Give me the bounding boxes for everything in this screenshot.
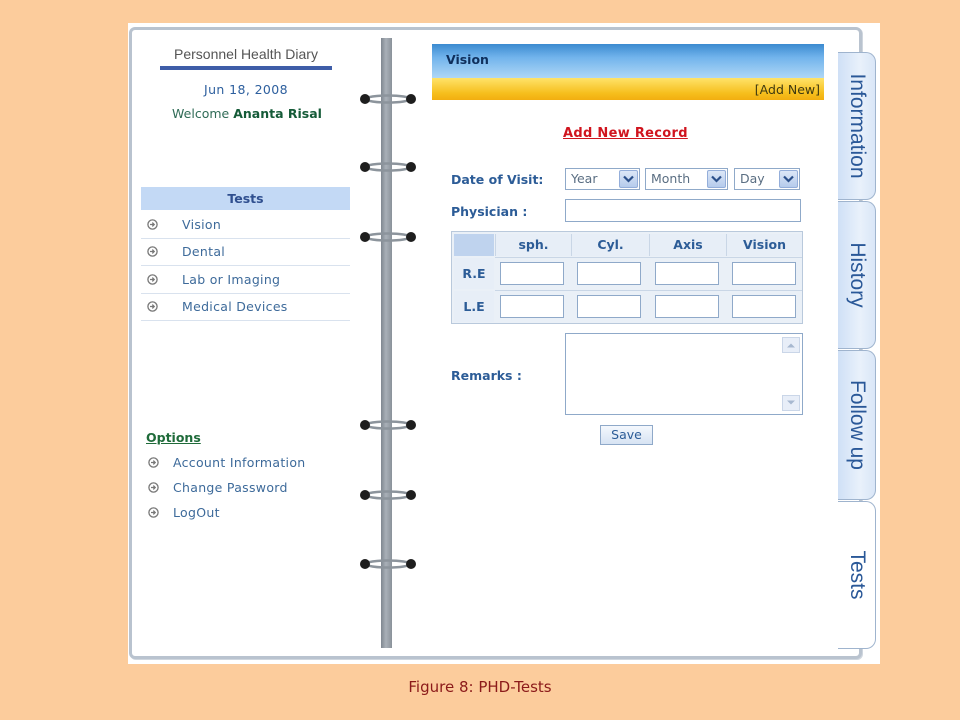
arrow-right-circle-icon bbox=[147, 301, 158, 312]
le-sph-input[interactable] bbox=[500, 295, 564, 318]
le-axis-input[interactable] bbox=[655, 295, 719, 318]
scroll-down-icon[interactable] bbox=[782, 395, 800, 411]
tab-tests[interactable] bbox=[838, 501, 876, 649]
scroll-up-icon[interactable] bbox=[782, 337, 800, 353]
year-select-value: Year bbox=[571, 171, 598, 186]
options-list bbox=[146, 450, 306, 525]
option-logout[interactable] bbox=[146, 500, 306, 525]
table-corner bbox=[454, 234, 494, 256]
chevron-down-icon bbox=[707, 170, 726, 188]
row-header-left-eye: L.E bbox=[454, 291, 494, 322]
save-button[interactable]: Save bbox=[600, 425, 653, 445]
tests-header: Tests bbox=[141, 187, 350, 210]
section-title-bar bbox=[432, 44, 824, 78]
tab-history[interactable] bbox=[838, 201, 876, 349]
physician-input[interactable] bbox=[565, 199, 801, 222]
binder-ring bbox=[357, 417, 419, 433]
sidebar-item-label: Dental bbox=[182, 244, 226, 260]
date-of-visit-label: Date of Visit: bbox=[451, 172, 544, 187]
tab-label: Information bbox=[845, 73, 869, 179]
column-header-sph: sph. bbox=[495, 234, 571, 256]
month-select[interactable] bbox=[645, 168, 728, 190]
option-account-information[interactable] bbox=[146, 450, 306, 475]
add-new-link[interactable]: [Add New] bbox=[754, 82, 820, 97]
binder-ring bbox=[357, 229, 419, 245]
vision-table bbox=[451, 231, 803, 324]
arrow-right-circle-icon bbox=[148, 457, 159, 468]
option-label: LogOut bbox=[173, 505, 220, 520]
option-change-password[interactable] bbox=[146, 475, 306, 500]
year-select[interactable] bbox=[565, 168, 640, 190]
sidebar-item-vision[interactable] bbox=[141, 211, 350, 239]
tests-list bbox=[141, 211, 350, 321]
option-label: Account Information bbox=[173, 455, 306, 470]
re-sph-input[interactable] bbox=[500, 262, 564, 285]
sidebar-item-label: Medical Devices bbox=[182, 299, 288, 315]
tab-follow-up[interactable] bbox=[838, 350, 876, 500]
tab-information[interactable] bbox=[838, 52, 876, 200]
re-cyl-input[interactable] bbox=[577, 262, 641, 285]
current-date: Jun 18, 2008 bbox=[204, 82, 288, 97]
arrow-right-circle-icon bbox=[148, 482, 159, 493]
month-select-value: Month bbox=[651, 171, 691, 186]
option-label: Change Password bbox=[173, 480, 288, 495]
le-cyl-input[interactable] bbox=[577, 295, 641, 318]
figure-caption: Figure 8: PHD-Tests bbox=[408, 678, 552, 696]
app-title: Personnel Health Diary bbox=[174, 46, 318, 62]
binder-ring bbox=[357, 556, 419, 572]
sidebar-item-dental[interactable] bbox=[141, 239, 350, 267]
column-header-cyl: Cyl. bbox=[571, 234, 649, 256]
tab-label: Follow up bbox=[845, 380, 869, 470]
day-select[interactable] bbox=[734, 168, 800, 190]
column-header-axis: Axis bbox=[649, 234, 726, 256]
user-name: Ananta Risal bbox=[233, 106, 322, 121]
sidebar-item-label: Lab or Imaging bbox=[182, 271, 281, 287]
arrow-right-circle-icon bbox=[147, 274, 158, 285]
arrow-right-circle-icon bbox=[148, 507, 159, 518]
arrow-right-circle-icon bbox=[147, 219, 158, 230]
day-select-value: Day bbox=[740, 171, 765, 186]
sidebar-item-lab-imaging[interactable] bbox=[141, 266, 350, 294]
physician-label: Physician : bbox=[451, 204, 528, 219]
binder-ring bbox=[357, 91, 419, 107]
binder-ring bbox=[357, 487, 419, 503]
welcome-prefix: Welcome bbox=[172, 106, 230, 121]
section-title: Vision bbox=[446, 52, 489, 67]
arrow-right-circle-icon bbox=[147, 246, 158, 257]
remarks-label: Remarks : bbox=[451, 368, 522, 383]
row-header-right-eye: R.E bbox=[454, 258, 494, 289]
chevron-down-icon bbox=[619, 170, 638, 188]
action-bar bbox=[432, 78, 824, 100]
welcome-message bbox=[140, 106, 354, 121]
title-underline bbox=[160, 66, 332, 70]
tab-label: Tests bbox=[845, 550, 869, 600]
sidebar-item-medical-devices[interactable] bbox=[141, 294, 350, 322]
le-vision-input[interactable] bbox=[732, 295, 796, 318]
binder-ring bbox=[357, 159, 419, 175]
tab-label: History bbox=[845, 242, 869, 308]
remarks-textarea[interactable] bbox=[565, 333, 803, 415]
add-new-record-link[interactable]: Add New Record bbox=[563, 126, 688, 141]
chevron-down-icon bbox=[779, 170, 798, 188]
re-axis-input[interactable] bbox=[655, 262, 719, 285]
column-header-vision: Vision bbox=[726, 234, 802, 256]
options-title[interactable]: Options bbox=[146, 430, 201, 445]
sidebar-item-label: Vision bbox=[182, 216, 222, 232]
re-vision-input[interactable] bbox=[732, 262, 796, 285]
